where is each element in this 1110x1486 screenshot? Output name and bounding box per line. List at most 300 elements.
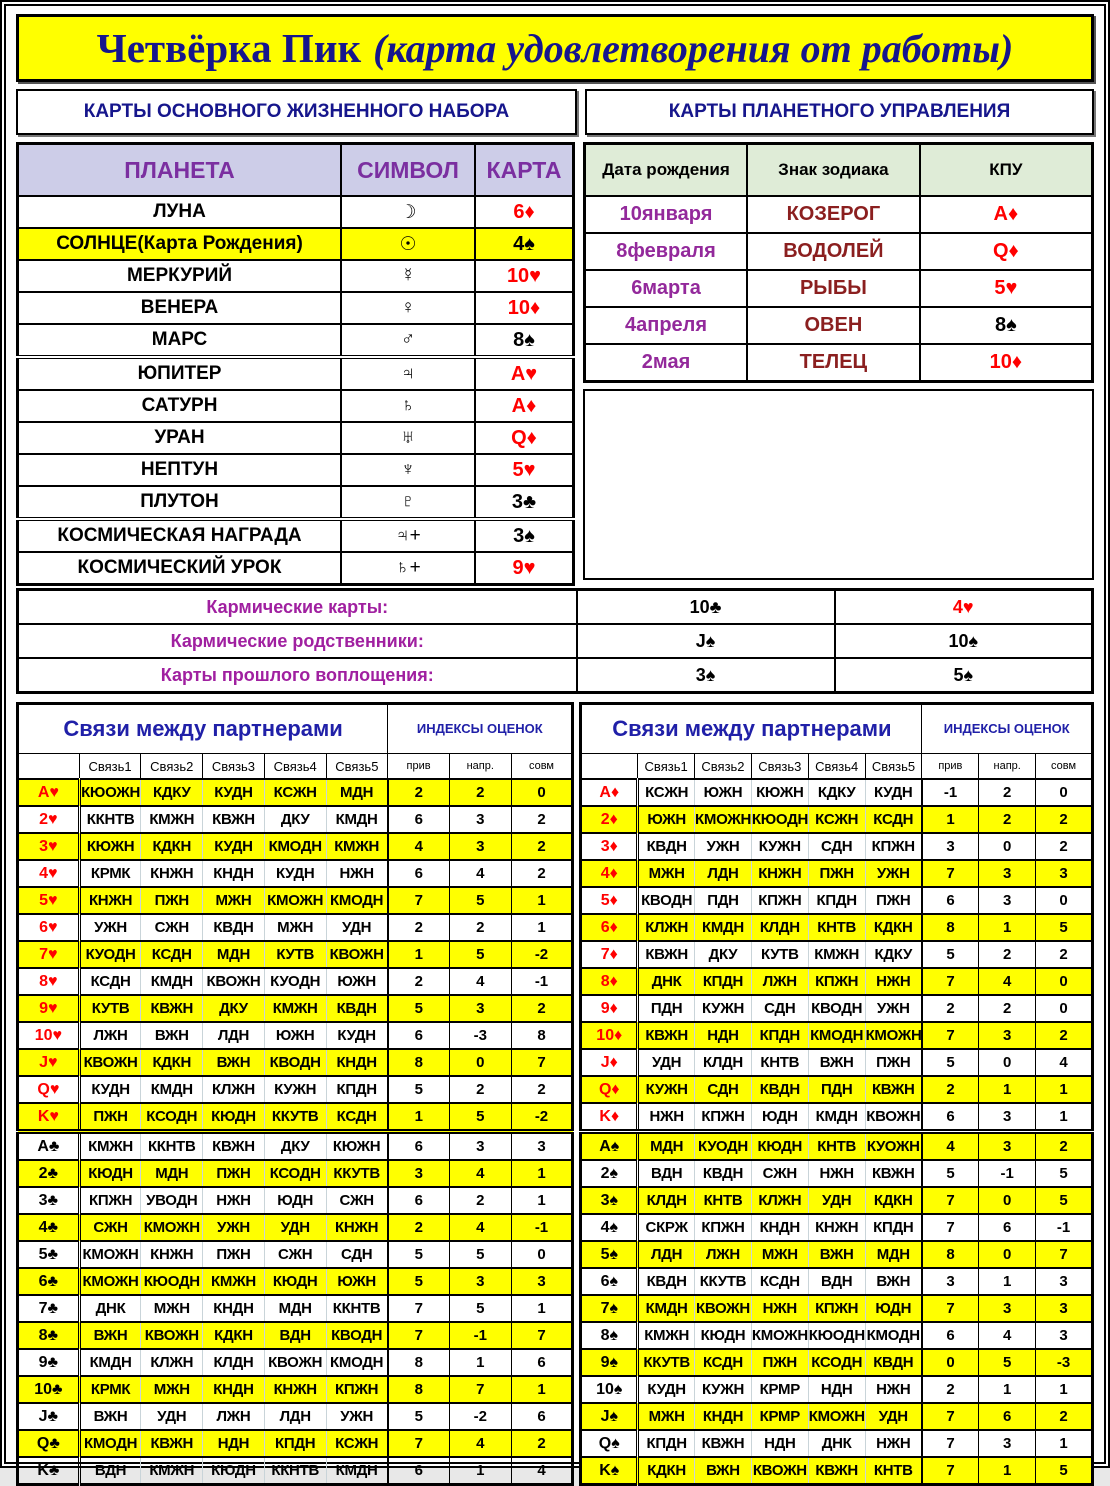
card-rank: А♥	[18, 779, 80, 806]
index-value: 7	[1036, 1241, 1093, 1268]
relation-code: ПДН	[638, 995, 695, 1022]
compat-index-header: совм	[511, 754, 573, 780]
relation-code: КПДН	[751, 1022, 808, 1049]
index-value: 8	[388, 1349, 450, 1376]
relation-code: ЮЖН	[264, 1022, 326, 1049]
relation-code: ВЖН	[865, 1268, 922, 1295]
index-value: 3	[1036, 1322, 1093, 1349]
index-value: 2	[979, 995, 1036, 1022]
relation-code: КМДН	[326, 1457, 388, 1485]
zodiac-sign: ВОДОЛЕЙ	[747, 233, 920, 270]
relation-code: МДН	[141, 1160, 203, 1187]
zodiac-column-header: Знак зодиака	[747, 144, 920, 197]
relation-row	[18, 1403, 573, 1430]
relation-code: КВЖН	[865, 1076, 922, 1103]
card-rank: 5♣	[18, 1241, 80, 1268]
relation-row	[581, 1132, 1093, 1161]
relation-code: КМОЖН	[808, 1403, 865, 1430]
indexes-title-text: ИНДЕКСЫ ОЦЕНОК	[416, 720, 543, 736]
index-value: 1	[511, 1295, 573, 1322]
index-value: 5	[1036, 914, 1093, 941]
relation-code: ККУТВ	[638, 1349, 695, 1376]
relation-row	[581, 833, 1093, 860]
relation-code: ВЖН	[79, 1403, 141, 1430]
index-value: 0	[979, 1049, 1036, 1076]
birth-date: 8февраля	[585, 233, 748, 270]
link4-header: Связь4	[808, 754, 865, 780]
relation-row	[581, 1268, 1093, 1295]
card-rank: 5♥	[18, 887, 80, 914]
relation-code: ПЖН	[751, 1349, 808, 1376]
relation-code: ЮЖН	[695, 779, 752, 806]
relation-code: КВЖН	[638, 941, 695, 968]
relation-code: КЮДН	[695, 1322, 752, 1349]
relation-code: УЖН	[865, 860, 922, 887]
top-grid	[16, 142, 1094, 580]
relation-row	[18, 1132, 573, 1161]
relation-code: КУДН	[203, 833, 265, 860]
relation-code: КПДН	[326, 1076, 388, 1103]
relation-row	[18, 1049, 573, 1076]
relation-code: КРМР	[751, 1376, 808, 1403]
index-value: 1	[388, 1103, 450, 1132]
relation-code: КМЖН	[326, 833, 388, 860]
relation-code: КСЖН	[326, 1430, 388, 1457]
relation-code: КНДН	[203, 1295, 265, 1322]
planet-card-value: А♥	[475, 357, 574, 390]
relations-table-right	[579, 702, 1094, 1486]
relation-code: КДКН	[865, 1187, 922, 1214]
relation-row	[581, 1457, 1093, 1485]
relation-code: КУДН	[865, 779, 922, 806]
relation-code: КУЖН	[638, 1076, 695, 1103]
index-value: 2	[449, 914, 511, 941]
card-rank: Q♦	[581, 1076, 638, 1103]
index-value: 5	[922, 1160, 979, 1187]
relation-code: КНДН	[203, 1376, 265, 1403]
index-value: 7	[922, 1214, 979, 1241]
kpu-column-header: КПУ	[920, 144, 1093, 197]
relation-code: ДКУ	[203, 995, 265, 1022]
relation-row	[18, 1160, 573, 1187]
relation-code: ВЖН	[808, 1049, 865, 1076]
relation-code: КВДН	[865, 1349, 922, 1376]
relation-row	[18, 860, 573, 887]
relation-code: ПЖН	[203, 1160, 265, 1187]
card-rank: 4♣	[18, 1214, 80, 1241]
link5-header: Связь5	[865, 754, 922, 780]
relation-code: ЛЖН	[203, 1403, 265, 1430]
relation-code: КВОДН	[808, 995, 865, 1022]
index-value: 4	[979, 1322, 1036, 1349]
index-value: 6	[388, 1022, 450, 1049]
index-value: 1	[511, 1376, 573, 1403]
relation-code: КСЖН	[264, 779, 326, 806]
planet-table-body	[18, 196, 574, 585]
life-set-header: КАРТЫ ОСНОВНОГО ЖИЗНЕННОГО НАБОРА	[16, 89, 577, 135]
index-value: 6	[979, 1214, 1036, 1241]
index-value: 2	[922, 995, 979, 1022]
index-value: 3	[979, 860, 1036, 887]
index-value: 0	[511, 779, 573, 806]
index-value: 7	[922, 1295, 979, 1322]
card-rank: Q♠	[581, 1430, 638, 1457]
relation-code: КНЖН	[808, 1214, 865, 1241]
index-value: 4	[449, 1214, 511, 1241]
relation-code: КСДН	[865, 806, 922, 833]
index-value: 2	[1036, 1022, 1093, 1049]
index-value: 0	[449, 1049, 511, 1076]
card-rank: K♣	[18, 1457, 80, 1485]
karmic-card-2: 4♥	[835, 590, 1093, 625]
card-rank: 4♥	[18, 860, 80, 887]
relation-code: КВДН	[638, 833, 695, 860]
index-value: 2	[449, 1076, 511, 1103]
intensity-index-header: напр.	[449, 754, 511, 780]
relation-code: КЛЖН	[203, 1076, 265, 1103]
index-value: 2	[1036, 1403, 1093, 1430]
relation-code: ВЖН	[141, 1022, 203, 1049]
index-value: 7	[449, 1376, 511, 1403]
relation-code: МДН	[326, 779, 388, 806]
relation-code: СКРЖ	[638, 1214, 695, 1241]
index-value: 4	[449, 1160, 511, 1187]
relation-code: КМОЖН	[79, 1268, 141, 1295]
index-value: 7	[922, 1187, 979, 1214]
relation-code: КМДН	[141, 968, 203, 995]
relation-code: КВДН	[695, 1160, 752, 1187]
index-value: 1	[511, 1160, 573, 1187]
relation-row	[18, 995, 573, 1022]
card-rank: J♥	[18, 1049, 80, 1076]
link2-header: Связь2	[141, 754, 203, 780]
relation-code: КСЖН	[808, 806, 865, 833]
index-value: 5	[449, 941, 511, 968]
relation-row	[18, 1214, 573, 1241]
karmic-card-1: 10♣	[577, 590, 835, 625]
relation-code: КПДН	[264, 1430, 326, 1457]
kpu-card-value: 10♦	[920, 344, 1093, 382]
index-value: 7	[511, 1322, 573, 1349]
relation-row	[581, 968, 1093, 995]
relation-row	[581, 887, 1093, 914]
relation-code: ЛЖН	[751, 968, 808, 995]
planet-symbol-icon: ♀	[341, 292, 475, 324]
index-value: 8	[388, 1376, 450, 1403]
relation-row	[581, 1076, 1093, 1103]
relation-code: КНТВ	[695, 1187, 752, 1214]
index-value: -1	[979, 1160, 1036, 1187]
relation-code: КВЖН	[203, 806, 265, 833]
relation-row	[581, 779, 1093, 806]
relation-code: КДКН	[865, 914, 922, 941]
section-headers	[16, 89, 1094, 135]
relation-row	[18, 1022, 573, 1049]
card-rank: J♦	[581, 1049, 638, 1076]
relation-code: КУДН	[326, 1022, 388, 1049]
index-value: 6	[979, 1403, 1036, 1430]
index-value: 5	[388, 995, 450, 1022]
relation-code: КУЖН	[751, 833, 808, 860]
index-value: 4	[511, 1457, 573, 1485]
card-rank: А♠	[581, 1132, 638, 1161]
relation-code: КПДН	[865, 1214, 922, 1241]
relation-code: КСДН	[751, 1268, 808, 1295]
card-rank: 2♦	[581, 806, 638, 833]
planet-card-value: 3♣	[475, 486, 574, 519]
relation-code: КНЖН	[141, 860, 203, 887]
relation-code: КНДН	[751, 1214, 808, 1241]
relation-row	[581, 1160, 1093, 1187]
relations-title: Связи между партнерами	[581, 704, 922, 754]
index-value: 3	[511, 1268, 573, 1295]
relation-code: КНДН	[695, 1403, 752, 1430]
link5-header: Связь5	[326, 754, 388, 780]
relation-code: ЮДН	[751, 1103, 808, 1132]
relation-row	[18, 1349, 573, 1376]
relation-code: ЛДН	[695, 860, 752, 887]
relation-code: МДН	[203, 941, 265, 968]
index-value: 2	[388, 1214, 450, 1241]
card-rank: K♦	[581, 1103, 638, 1132]
index-value: 5	[449, 1241, 511, 1268]
relation-code: КЮДН	[79, 1160, 141, 1187]
link2-header: Связь2	[695, 754, 752, 780]
index-value: 2	[511, 860, 573, 887]
card-rank: 9♥	[18, 995, 80, 1022]
karmic-label: Карты прошлого воплощения:	[18, 658, 577, 693]
karmic-label: Кармические родственники:	[18, 624, 577, 658]
index-value: 3	[979, 1022, 1036, 1049]
karmic-label: Кармические карты:	[18, 590, 577, 625]
relation-code: ПЖН	[141, 887, 203, 914]
relation-code: КПДН	[808, 887, 865, 914]
relation-code: НЖН	[865, 968, 922, 995]
relation-code: КУДН	[638, 1376, 695, 1403]
card-name: Четвёрка Пик	[96, 25, 362, 71]
relation-code: КМОДН	[79, 1430, 141, 1457]
relation-code: КЮЖН	[79, 833, 141, 860]
relation-code: МДН	[264, 1295, 326, 1322]
card-rank: 10♠	[581, 1376, 638, 1403]
planet-row	[18, 292, 574, 324]
index-value: 3	[449, 1132, 511, 1161]
card-rank: 8♥	[18, 968, 80, 995]
relation-code: ККУТВ	[695, 1268, 752, 1295]
birth-date: 4апреля	[585, 307, 748, 344]
index-value: 0	[979, 1241, 1036, 1268]
index-value: 1	[511, 914, 573, 941]
relation-code: КМДН	[141, 1076, 203, 1103]
relation-code: НЖН	[808, 1160, 865, 1187]
relation-code: НЖН	[865, 1430, 922, 1457]
planet-row	[18, 519, 574, 552]
planet-card-value: 5♥	[475, 454, 574, 486]
relation-code: КУЖН	[695, 1376, 752, 1403]
index-value: 5	[1036, 1160, 1093, 1187]
relation-code: КПДН	[638, 1430, 695, 1457]
relation-code: КПЖН	[865, 833, 922, 860]
relation-code: КВЖН	[638, 1022, 695, 1049]
card-rank: 8♦	[581, 968, 638, 995]
relation-code: КНЖН	[141, 1241, 203, 1268]
index-value: 3	[449, 833, 511, 860]
relation-row	[18, 1430, 573, 1457]
card-rank: 4♠	[581, 1214, 638, 1241]
index-value: 1	[449, 1349, 511, 1376]
relation-code: НЖН	[865, 1376, 922, 1403]
relation-row	[581, 860, 1093, 887]
index-value: -1	[922, 779, 979, 806]
index-value: 3	[979, 1103, 1036, 1132]
relation-code: МЖН	[141, 1295, 203, 1322]
card-column-header: КАРТА	[475, 144, 574, 197]
relation-code: КНЖН	[751, 860, 808, 887]
relation-code: КСОДН	[808, 1349, 865, 1376]
relation-code: КНТВ	[865, 1457, 922, 1485]
relation-code: КУДН	[203, 779, 265, 806]
relation-row	[18, 1076, 573, 1103]
relation-code: УДН	[808, 1187, 865, 1214]
relation-code: ЛДН	[638, 1241, 695, 1268]
planet-table	[16, 142, 575, 586]
planet-name: СОЛНЦЕ(Карта Рождения)	[18, 228, 342, 260]
relation-code: КМОЖН	[695, 806, 752, 833]
relation-code: ВЖН	[203, 1049, 265, 1076]
index-value: 4	[1036, 1049, 1093, 1076]
relation-row	[18, 914, 573, 941]
card-rank: 3♣	[18, 1187, 80, 1214]
index-value: -1	[511, 1214, 573, 1241]
relation-code: ВДН	[264, 1322, 326, 1349]
index-value: 2	[979, 941, 1036, 968]
relation-code: ЛДН	[264, 1403, 326, 1430]
relation-code: ЛЖН	[695, 1241, 752, 1268]
index-value: 2	[1036, 806, 1093, 833]
relation-row	[18, 779, 573, 806]
relation-code: КВОДН	[264, 1049, 326, 1076]
index-value: 1	[511, 887, 573, 914]
relation-code: КВЖН	[141, 995, 203, 1022]
index-value: 2	[511, 1430, 573, 1457]
relations-section	[16, 702, 1094, 1486]
relation-code: НДН	[808, 1376, 865, 1403]
index-value: 7	[388, 1430, 450, 1457]
relation-code: КПЖН	[326, 1376, 388, 1403]
relation-code: ЮЖН	[638, 806, 695, 833]
relation-code: УЖН	[326, 1403, 388, 1430]
relation-code: КМЖН	[203, 1268, 265, 1295]
index-value: 4	[388, 833, 450, 860]
relation-code: ПЖН	[203, 1241, 265, 1268]
planet-symbol-icon: ☽	[341, 196, 475, 228]
planet-row	[18, 422, 574, 454]
index-value: 1	[1036, 1376, 1093, 1403]
indexes-title-text: ИНДЕКСЫ ОЦЕНОК	[943, 720, 1070, 736]
index-value: 3	[511, 1132, 573, 1161]
planetary-column	[583, 142, 1094, 580]
relation-code: КДКН	[141, 1049, 203, 1076]
planet-column-header: ПЛАНЕТА	[18, 144, 342, 197]
relation-code: ККНТВ	[141, 1132, 203, 1161]
planet-card-value: 8♠	[475, 324, 574, 357]
index-value: 1	[979, 1457, 1036, 1485]
index-value: 3	[979, 1132, 1036, 1161]
relation-code: ПЖН	[808, 860, 865, 887]
relation-row	[581, 995, 1093, 1022]
planet-name: САТУРН	[18, 390, 342, 422]
relation-code: ЮЖН	[326, 1268, 388, 1295]
relation-code: КМОЖН	[264, 887, 326, 914]
planet-row	[18, 486, 574, 519]
relations-right-body	[581, 779, 1093, 1485]
birth-date: 2мая	[585, 344, 748, 382]
planet-name: КОСМИЧЕСКИЙ УРОК	[18, 552, 342, 585]
relation-row	[581, 1049, 1093, 1076]
planet-card-value: 6♦	[475, 196, 574, 228]
relation-code: МЖН	[203, 887, 265, 914]
relation-code: МДН	[638, 1132, 695, 1161]
relation-code: ВЖН	[695, 1457, 752, 1485]
relation-row	[18, 1103, 573, 1132]
relation-code: КМЖН	[808, 941, 865, 968]
card-rank: 5♦	[581, 887, 638, 914]
relation-code: КЛДН	[203, 1349, 265, 1376]
relation-code: ВДН	[79, 1457, 141, 1485]
karmic-card-2: 10♠	[835, 624, 1093, 658]
symbol-column-header: СИМВОЛ	[341, 144, 475, 197]
card-rank: 3♠	[581, 1187, 638, 1214]
relation-code: ДНК	[808, 1430, 865, 1457]
index-value: 6	[388, 806, 450, 833]
relation-code: КРМР	[751, 1403, 808, 1430]
relation-row	[18, 1268, 573, 1295]
index-value: 6	[922, 887, 979, 914]
relation-code: КМОДН	[326, 1349, 388, 1376]
relation-row	[581, 1430, 1093, 1457]
relation-code: ВДН	[808, 1268, 865, 1295]
relation-code: КВДН	[203, 914, 265, 941]
relation-code: КДКН	[638, 1457, 695, 1485]
relation-code: КПДН	[695, 968, 752, 995]
card-rank: 6♥	[18, 914, 80, 941]
relation-code: КМЖН	[79, 1132, 141, 1161]
card-rank: 9♦	[581, 995, 638, 1022]
relation-code: СЖН	[79, 1214, 141, 1241]
relations-left-body	[18, 779, 573, 1485]
relation-code: ДКУ	[264, 806, 326, 833]
link3-header: Связь3	[203, 754, 265, 780]
index-value: 5	[922, 1049, 979, 1076]
relation-code: КЮОЖН	[79, 779, 141, 806]
index-value: 6	[511, 1349, 573, 1376]
index-value: 2	[449, 1187, 511, 1214]
relation-code: МДН	[865, 1241, 922, 1268]
card-rank: 10♦	[581, 1022, 638, 1049]
index-value: 3	[979, 887, 1036, 914]
relation-code: НДН	[695, 1022, 752, 1049]
relation-code: УДН	[141, 1403, 203, 1430]
relation-code: СДН	[326, 1241, 388, 1268]
index-value: 2	[388, 779, 450, 806]
relations-title-row	[581, 704, 1093, 754]
relation-code: КРМК	[79, 1376, 141, 1403]
planet-symbol-icon: ♂	[341, 324, 475, 357]
card-rank: А♦	[581, 779, 638, 806]
relation-code: КУОДН	[79, 941, 141, 968]
karmic-table-body	[18, 590, 1093, 693]
relation-code: ВЖН	[808, 1241, 865, 1268]
